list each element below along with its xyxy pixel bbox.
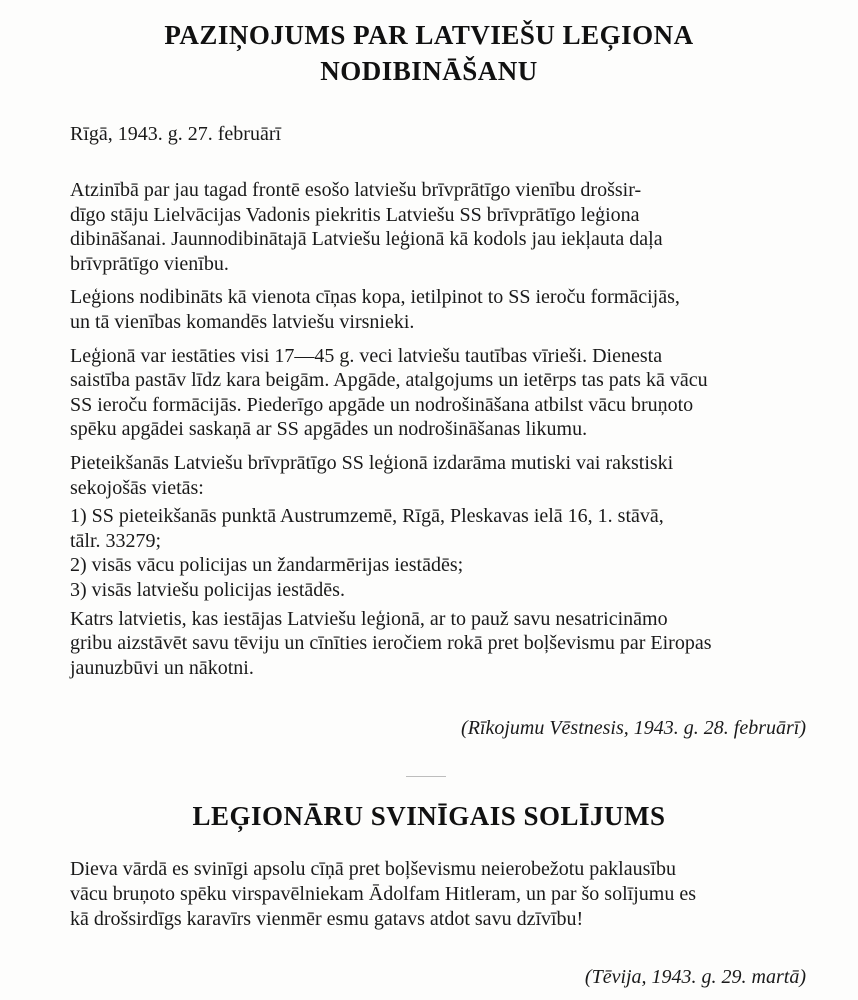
body-line: Katrs latvietis, kas iestājas Latviešu leģionā, ar to pauž savu nesatricināmo (70, 607, 668, 630)
list-item: 3) visās latviešu policijas iestādēs. (70, 578, 345, 601)
body-line: SS ieroču formācijās. Piederīgo apgāde un nodrošināšana atbilst vācu bruņoto (70, 393, 694, 416)
body-line (70, 178, 808, 203)
oath-source: (Tēvija, 1943. g. 29. martā) (584, 966, 806, 988)
body-line: Pieteikšanās Latviešu brīvprātīgo SS leģionā izdarāma mutiski vai rakstiski (70, 451, 674, 474)
body-line: brīvprātīgo vienību. (70, 252, 229, 275)
oath-title: LEĢIONĀRU SVINĪGAIS SOLĪJUMS (192, 801, 666, 831)
body-line: un tā vienības komandēs latviešu virsnieki. (70, 310, 415, 333)
announcement-title-line-1: PAZIŅOJUMS PAR LATVIEŠU LEĢIONA (164, 20, 694, 50)
body-line: jaunuzbūvi un nākotni. (70, 656, 254, 679)
oath-body (70, 857, 808, 932)
list-item-continuation: tālr. 33279; (70, 529, 162, 552)
oath-line: kā drošsirdīgs karavīrs vienmēr esmu gatavs atdot savu dzīvību! (70, 908, 584, 930)
body-line: saistība pastāv līdz kara beigām. Apgāde, atalgojums un ietērps tas pats kā vācu (70, 369, 708, 392)
body-line: spēku apgādei saskaņā ar SS apgādes un nodrošināšanas likumu. (70, 418, 588, 441)
body-line-text: Atzinībā par jau tagad frontē esošo latviešu brīvprātīgo vienību drošsir- (70, 179, 642, 201)
body-line: sekojošās vietās: (70, 476, 204, 499)
dateline: Rīgā, 1943. g. 27. februārī (70, 123, 282, 145)
body-line: Leģionā var iestāties visi 17—45 g. veci latviešu tautības vīrieši. Dienesta (70, 344, 663, 367)
paragraph (70, 285, 808, 334)
body-line (70, 227, 808, 252)
announcement-title (0, 17, 858, 89)
announcement-body (70, 178, 808, 680)
body-line: gribu aizstāvēt savu tēviju un cīnīties ieročiem rokā pret boļševismu par Eiropas (70, 632, 712, 655)
body-line-text: dīgo stāju Lielvācijas Vadonis piekritis Latviešu SS brīvprātīgo leģiona (70, 203, 640, 226)
body-line (70, 203, 808, 228)
body-line: Leģions nodibināts kā vienota cīņas kopa, ietilpinot to SS ieroču formācijās, (70, 286, 680, 309)
list-item: 2) visās vācu policijas un žandarmērijas iestādēs; (70, 554, 464, 577)
location-list (70, 504, 808, 602)
body-line-text: dibināšanai. Jaunnodibinātajā Latviešu leģionā kā kodols jau iekļauta daļa (70, 228, 663, 251)
oath-line: Dieva vārdā es svinīgi apsolu cīņā pret boļševismu neierobežotu paklausību (70, 858, 676, 880)
paragraph (70, 451, 808, 500)
paragraph (70, 607, 808, 681)
oath-line: vācu bruņoto spēku virspavēlniekam Ādolfam Hitleram, un par šo solījumu es (70, 883, 696, 905)
section-divider (406, 776, 446, 777)
announcement-title-line-2: NODIBINĀŠANU (320, 56, 538, 86)
announcement-source: (Rīkojumu Vēstnesis, 1943. g. 28. februārī) (461, 717, 806, 739)
list-item: 1) SS pieteikšanās punktā Austrumzemē, Rīgā, Pleskavas ielā 16, 1. stāvā, (70, 505, 664, 528)
paragraph (70, 344, 808, 442)
paragraph (70, 178, 808, 276)
